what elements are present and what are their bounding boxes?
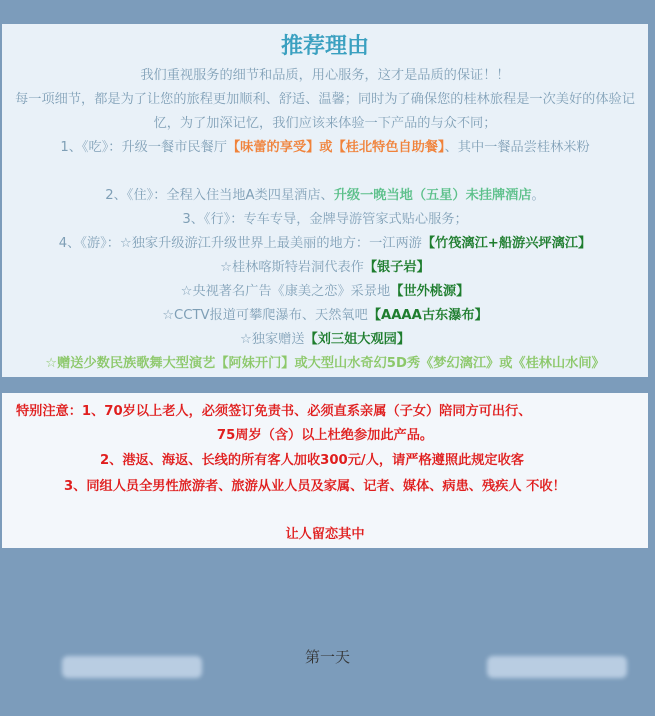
notice-line-1b: 75周岁（含）以上杜绝参加此产品。: [216, 428, 434, 443]
karst-line: [2, 256, 648, 280]
day-label: 第一天: [304, 648, 350, 666]
cctv-highlight: 【世外桃源】: [390, 284, 470, 299]
intro-line-2: 每一项细节，都是为了让您的旅程更加顺利、舒适、温馨；同时为了确保您的桂林旅程是一次美好的体验记忆，为了加深记忆，我们应该来体验一下产品的与众不同；: [15, 92, 635, 131]
waterfall-highlight: 【AAAA古东瀑布】: [367, 308, 488, 323]
eat-highlight: 【味蕾的享受】或【桂北特色自助餐】: [226, 140, 445, 155]
show-line: ☆赠送少数民族歌舞大型演艺【阿妹开门】或大型山水奇幻5D秀《梦幻漓江》或《桂林山水间》: [45, 356, 605, 371]
gift-line: [2, 328, 648, 352]
eat-prefix: 1、《吃》：升级一餐市民餐厅: [60, 140, 227, 155]
gift-prefix: ☆独家赠送: [239, 332, 305, 347]
gift-highlight: 【刘三姐大观园】: [304, 332, 411, 347]
karst-prefix: ☆桂林喀斯特岩洞代表作: [220, 260, 364, 275]
notice-line-4: 让人留恋其中: [285, 527, 365, 542]
intro-line-1: 我们重视服务的细节和品质，用心服务，这才是品质的保证！！: [140, 68, 510, 83]
notice-panel: [2, 393, 648, 548]
tour-prefix: 4、《游》：☆独家升级游江升级世界上最美丽的地方：一江两游: [58, 236, 422, 251]
karst-highlight: 【银子岩】: [363, 260, 430, 275]
stay-highlight: 升级一晚当地（五星）未挂牌酒店: [333, 188, 532, 203]
tour-line: [2, 232, 648, 256]
stay-suffix: 。: [531, 188, 545, 203]
notice-line-3: 3、同组人员全男性旅游者、旅游从业人员及家属、记者、媒体、病患、残疾人 不收！: [64, 479, 566, 494]
recommend-panel: [2, 24, 648, 377]
stay-prefix: 2、《住》：全程入住当地A类四星酒店、: [105, 188, 334, 203]
notice-line-2: 2、港返、海返、长线的所有客人加收300元/人，请严格遵照此规定收客: [100, 453, 524, 468]
blurred-decoration-right: [487, 656, 627, 678]
cctv-line: [2, 280, 648, 304]
notice-line-1: 特别注意：1、70岁以上老人，必须签订免责书、必须直系亲属（子女）陪同方可出行、: [16, 404, 532, 419]
eat-suffix: 、其中一餐品尝桂林米粉: [444, 140, 590, 155]
waterfall-prefix: ☆CCTV报道可攀爬瀑布、天然氧吧: [162, 308, 368, 323]
tour-highlight: 【竹筏漓江+船游兴坪漓江】: [421, 236, 592, 251]
eat-line: [2, 136, 648, 160]
travel-line: 3、《行》：专车专导，金牌导游管家式贴心服务；: [182, 212, 468, 227]
cctv-prefix: ☆央视著名广告《康美之恋》采景地: [180, 284, 391, 299]
waterfall-line: [2, 304, 648, 328]
stay-line: [2, 184, 648, 208]
recommend-title: 推荐理由: [280, 34, 369, 59]
